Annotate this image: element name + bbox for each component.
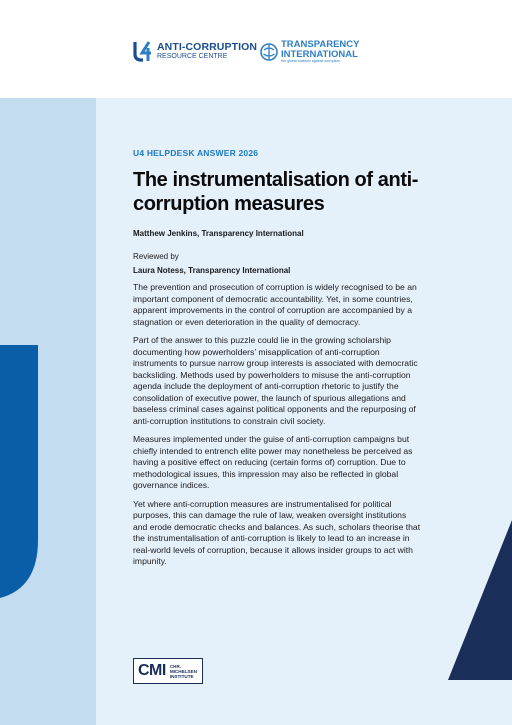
reviewed-by-label: Reviewed by — [133, 252, 179, 261]
u4-mark-icon — [133, 40, 153, 62]
author-line: Matthew Jenkins, Transparency International — [133, 229, 304, 238]
cmi-logo — [133, 658, 203, 684]
u4-logo-line1: ANTI-CORRUPTION — [157, 40, 258, 53]
u4-logo-line2: RESOURCE CENTRE — [157, 53, 228, 61]
ti-logo-line2: INTERNATIONAL — [281, 48, 358, 60]
cmi-name-line2: MICHELSEN — [169, 668, 197, 674]
reviewer-line: Laura Notess, Transparency International — [133, 266, 291, 275]
document-title: The instrumentalisation of anti-corruption measures — [133, 169, 418, 215]
cmi-name — [170, 664, 197, 679]
left-blue-arc-shape — [0, 345, 38, 598]
cmi-mark: CMI — [138, 662, 166, 679]
summary-paragraph: The prevention and prosecution of corruption is widely recognised to be an important component of democratic accountability. Yet, in some countries, apparent improvements in the control of corruption are accompanied by a stagnation or even deterioration in the quality of democracy. — [133, 282, 417, 327]
summary-paragraph: Part of the answer to this puzzle could lie in the growing scholarship documenting how powerholders’ misapplication of anti-corruption instruments to pursue narrow group interests is associated with democratic backsliding. Methods used by powerholders to misuse the anti-corruption agenda include the deployment of anti-corruption rhetoric to justify the consolidation of executive power, the launch of spurious allegations and baseless criminal cases against political opponents and the repurposing of anti-corruption institutions to constrain civil society. — [133, 335, 418, 426]
ti-logo-line1: TRANSPARENCY — [281, 39, 360, 50]
cmi-name-line3: INSTITUTE — [169, 673, 194, 679]
ti-logo — [260, 40, 359, 64]
right-navy-triangle-shape — [448, 520, 512, 680]
summary-paragraph: Yet where anti-corruption measures are instrumentalised for political purposes, this can damage the rule of law, weaken oversight institutions and erode democratic checks and balances. As such, scholars theorise that the instrumentalisation of anti-corruption is likely to lead to an increase in real-world levels of corruption, because it allows insider groups to act with impunity. — [133, 498, 421, 566]
cmi-name-line1: CHR. — [169, 663, 182, 669]
series-label: U4 HELPDESK ANSWER 2026 — [133, 148, 259, 158]
summary-paragraph: Measures implemented under the guise of anti-corruption campaigns but chiefly intended to entrench elite power may nonetheless be perceived as having a positive effect on reducing (certain forms of) corruption. Due to methodological issues, this impression may also be reflected in global governance indices. — [133, 434, 413, 490]
ti-globe-icon — [260, 43, 278, 61]
u4-logo — [133, 40, 257, 62]
main-content — [133, 148, 421, 575]
ti-logo-tagline: the global coalition against corruption — [281, 59, 341, 63]
